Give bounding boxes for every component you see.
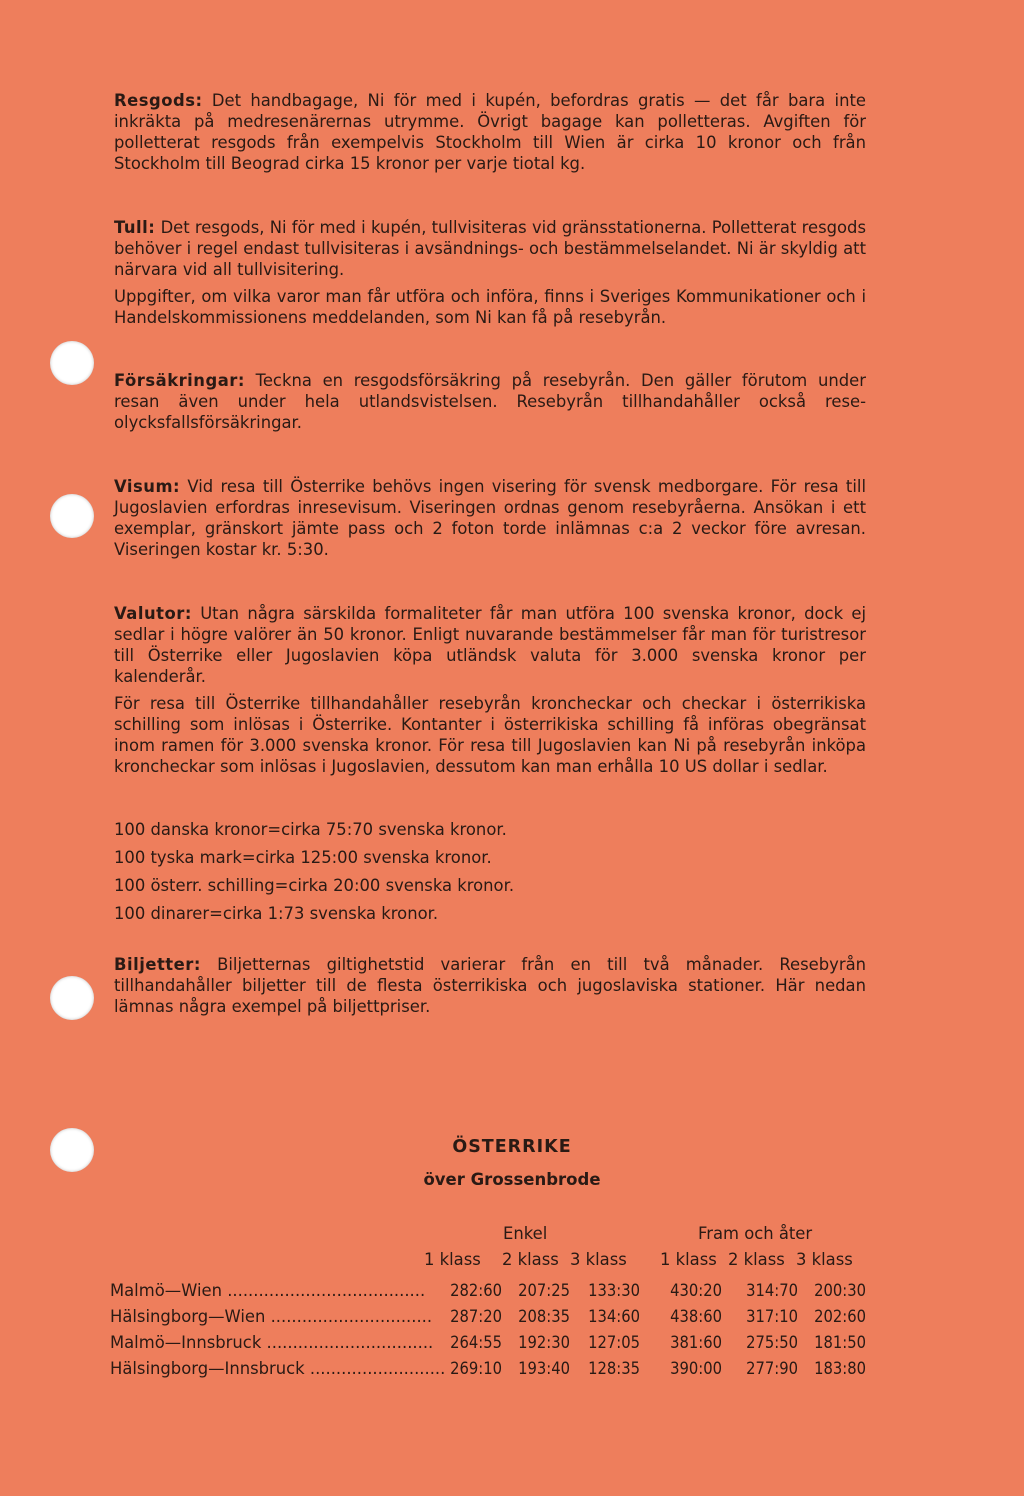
section-heading: Valutor: [114, 604, 192, 623]
table-row-route: Hälsingborg—Wien ............................... [110, 1307, 433, 1326]
table-cell-price: 287:20 [450, 1307, 502, 1326]
table-cell-price: 134:60 [588, 1307, 640, 1326]
table-cell-price: 181:50 [814, 1333, 866, 1352]
table-cell-price: 183:80 [814, 1359, 866, 1378]
column-header-class: 1 klass [424, 1250, 481, 1269]
table-cell-price: 430:20 [670, 1281, 722, 1300]
section-heading: Tull: [114, 218, 156, 237]
section-forsakringar [114, 370, 866, 433]
table-cell-price: 381:60 [670, 1333, 722, 1352]
section-visum [114, 476, 866, 560]
exchange-rates [114, 816, 514, 928]
column-header-class: 2 klass [728, 1250, 785, 1269]
punch-hole [50, 341, 94, 385]
table-cell-price: 275:50 [746, 1333, 798, 1352]
section-heading: Biljetter: [114, 955, 201, 974]
table-cell-price: 317:10 [746, 1307, 798, 1326]
table-cell-price: 207:25 [518, 1281, 570, 1300]
column-header-class: 2 klass [502, 1250, 559, 1269]
exchange-rate-line: 100 österr. schilling=cirka 20:00 svenska kronor. [114, 876, 515, 895]
table-subtitle: över Grossenbrode [423, 1170, 601, 1189]
section-heading: Resgods: [114, 91, 203, 110]
section-text: Biljetternas giltighetstid varierar från en till två månader. Resebyrån tillhandahåller biljetter till de flesta österrikiska och jugoslaviska stationer. Här nedan lämnas några exempel på biljettpriser. [114, 955, 867, 1016]
table-row-route: Malmö—Innsbruck ................................ [110, 1333, 434, 1352]
section-heading: Visum: [114, 477, 181, 496]
table-cell-price: 277:90 [746, 1359, 798, 1378]
table-cell-price: 133:30 [588, 1281, 640, 1300]
table-title: ÖSTERRIKE [452, 1137, 572, 1157]
exchange-rate-line: 100 dinarer=cirka 1:73 svenska kronor. [114, 904, 439, 923]
column-group-fram-och-ater: Fram och åter [698, 1224, 813, 1243]
table-cell-price: 127:05 [588, 1333, 640, 1352]
section-text: Vid resa till Österrike behövs ingen visering för svensk medborgare. För resa till Jugoslavien erfordras inresevisum. Viseringen ordnas genom resebyråerna. Ansökan i ett exemplar, gränskort jämte pass och 2 foton torde inlämnas c:a 2 veckor före avresan. Viseringen kostar kr. 5:30. [114, 477, 867, 559]
table-cell-price: 192:30 [518, 1333, 570, 1352]
column-header-class: 3 klass [570, 1250, 627, 1269]
exchange-rate-line: 100 danska kronor=cirka 75:70 svenska kronor. [114, 820, 507, 839]
table-cell-price: 193:40 [518, 1359, 570, 1378]
exchange-rate-line: 100 tyska mark=cirka 125:00 svenska kronor. [114, 848, 492, 867]
table-cell-price: 264:55 [450, 1333, 502, 1352]
section-text: Utan några särskilda formaliteter får man utföra 100 svenska kronor, dock ej sedlar i högre valörer än 50 kronor. Enligt nuvarande bestämmelser får man för turistresor till Österrike eller Jugoslavien köpa utländsk valuta för 3.000 svenska kronor per kalenderår. [114, 604, 866, 686]
section-valutor [114, 603, 866, 777]
column-header-class: 3 klass [796, 1250, 853, 1269]
table-cell-price: 282:60 [450, 1281, 502, 1300]
table-cell-price: 208:35 [518, 1307, 570, 1326]
table-cell-price: 202:60 [814, 1307, 866, 1326]
section-text: Det resgods, Ni för med i kupén, tullvisiteras vid gränsstationerna. Polletterat resgods behöver i regel endast tullvisiteras i avsändnings- och bestämmelselandet. Ni är skyldig att närvara vid all tullvisitering. [114, 218, 866, 279]
punch-hole [50, 976, 94, 1020]
section-text: Uppgifter, om vilka varor man får utföra och införa, finns i Sveriges Kommunikationer och i Handelskommissionens meddelanden, som Ni kan få på resebyrån. [114, 287, 866, 327]
table-cell-price: 390:00 [670, 1359, 722, 1378]
table-row-route: Hälsingborg—Innsbruck .......................... [110, 1359, 446, 1378]
section-text: Det handbagage, Ni för med i kupén, befordras gratis — det får bara inte inkräkta på medresenärernas utrymme. Övrigt bagage kan polletteras. Avgiften för polletterat resgods från exempelvis Stockholm till Wien är cirka 10 kronor och från Stockholm till Beograd cirka 15 kronor per varje tiotal kg. [114, 91, 866, 173]
section-text: Teckna en resgodsförsäkring på resebyrån. Den gäller förutom under resan även under hela utlandsvistelsen. Resebyrån tillhandahåller också rese-olycksfallsförsäkringar. [114, 371, 866, 432]
table-cell-price: 269:10 [450, 1359, 502, 1378]
punch-hole [50, 494, 94, 538]
column-header-class: 1 klass [660, 1250, 717, 1269]
table-cell-price: 200:30 [814, 1281, 866, 1300]
table-cell-price: 438:60 [670, 1307, 722, 1326]
table-row-route: Malmö—Wien ...................................... [110, 1281, 426, 1300]
section-biljetter [114, 954, 866, 1017]
section-heading: Försäkringar: [114, 371, 245, 390]
section-text: För resa till Österrike tillhandahåller resebyrån kroncheckar och checkar i österrikiska schilling som inlösas i Österrike. Kontanter i österrikiska schilling få införas obegränsat inom ramen för 3.000 svenska kronor. För resa till Jugoslavien kan Ni på resebyrån inköpa kroncheckar som inlösas i Jugoslavien, dessutom kan man erhålla 10 US dollar i sedlar. [114, 694, 866, 776]
table-cell-price: 314:70 [746, 1281, 798, 1300]
section-tull [114, 217, 866, 328]
table-cell-price: 128:35 [588, 1359, 640, 1378]
section-resgods [114, 90, 866, 174]
column-group-enkel: Enkel [503, 1224, 548, 1243]
